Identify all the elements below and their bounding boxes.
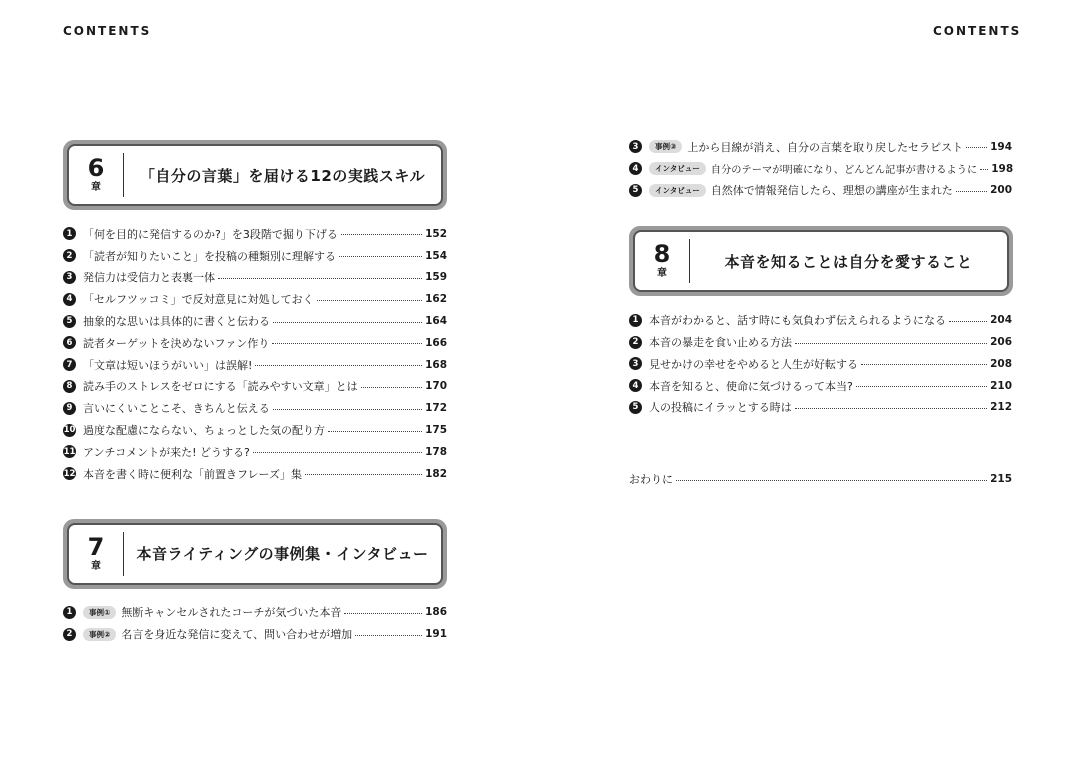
chapter-number: 7 xyxy=(87,532,105,561)
entry-number-badge: 1 xyxy=(629,314,642,327)
entry-tag: 事例③ xyxy=(649,140,682,153)
entry-tag: インタビュー xyxy=(649,184,706,197)
entry-number-badge: 12 xyxy=(63,468,76,479)
chapter-6-list xyxy=(63,223,447,485)
leader-dots xyxy=(949,321,987,322)
toc-entry-title: 「何を目的に発信するのか?」を3段階で掘り下げる xyxy=(83,227,338,241)
entry-number-badge: 2 xyxy=(63,628,76,641)
toc-entry[interactable] xyxy=(63,623,447,645)
leader-dots xyxy=(676,480,987,481)
toc-entry[interactable] xyxy=(629,331,1012,353)
leader-dots xyxy=(966,147,987,148)
chapter-7-list-left xyxy=(63,602,447,646)
toc-entry-title: 本音を書く時に便利な「前置きフレーズ」集 xyxy=(83,467,303,481)
toc-entry[interactable] xyxy=(629,158,1012,180)
entry-number-badge: 9 xyxy=(63,402,76,415)
entry-number-badge: 7 xyxy=(63,358,76,371)
toc-entry-title: 抽象的な思いは具体的に書くと伝わる xyxy=(83,315,270,329)
toc-entry-page: 152 xyxy=(425,227,447,240)
entry-number-badge: 5 xyxy=(629,184,642,197)
toc-entry-page: 186 xyxy=(425,606,447,619)
toc-entry-page: 200 xyxy=(990,184,1012,197)
toc-entry-title: 名言を身近な発信に変えて、問い合わせが増加 xyxy=(121,628,353,642)
entry-tag: 事例① xyxy=(83,606,116,619)
chapter-7-header xyxy=(63,519,447,589)
toc-entry-page: 198 xyxy=(991,162,1014,175)
leader-dots xyxy=(355,635,422,636)
entry-tag: インタビュー xyxy=(649,162,706,175)
chapter-title: 本音を知ることは自分を愛すること xyxy=(724,252,973,271)
toc-entry[interactable] xyxy=(629,136,1012,158)
running-head-right: CONTENTS xyxy=(933,24,1022,38)
toc-entry-ending[interactable] xyxy=(629,468,1012,490)
toc-entry-title: 「セルフツッコミ」で反対意見に対処しておく xyxy=(83,293,314,307)
toc-entry-page: 162 xyxy=(425,293,447,306)
entry-number-badge: 3 xyxy=(629,140,642,153)
toc-entry-page: 210 xyxy=(990,379,1012,392)
leader-dots xyxy=(856,386,987,387)
chapter-label: 章 xyxy=(91,560,101,572)
toc-entry[interactable] xyxy=(63,441,447,463)
leader-dots xyxy=(255,365,422,366)
toc-entry-page: 164 xyxy=(425,315,447,328)
leader-dots xyxy=(328,431,422,432)
toc-entry-page: 175 xyxy=(425,424,447,437)
toc-entry-title: 人の投稿にイラッとする時は xyxy=(649,401,792,415)
toc-entry-title: 発信力は受信力と表裏一体 xyxy=(83,271,215,285)
toc-entry-page: 178 xyxy=(425,445,447,458)
chapter-8-header xyxy=(629,226,1013,296)
chapter-7-list-right xyxy=(629,136,1012,201)
leader-dots xyxy=(341,234,422,235)
toc-entry-title: 無断キャンセルされたコーチが気づいた本音 xyxy=(121,606,342,620)
toc-entry[interactable] xyxy=(63,419,447,441)
toc-entry-title: 本音の暴走を食い止める方法 xyxy=(649,336,792,350)
toc-entry[interactable] xyxy=(629,180,1012,202)
chapter-number: 8 xyxy=(653,240,671,269)
chapter-label: 章 xyxy=(657,268,667,280)
leader-dots xyxy=(980,169,988,170)
leader-dots xyxy=(253,452,422,453)
toc-entry[interactable] xyxy=(629,353,1012,375)
toc-entry[interactable] xyxy=(63,245,447,267)
toc-entry[interactable] xyxy=(63,288,447,310)
running-head-left: CONTENTS xyxy=(63,24,152,38)
toc-entry-title: アンチコメントが来た! どうする? xyxy=(83,445,250,459)
leader-dots xyxy=(273,322,422,323)
toc-entry-page: 215 xyxy=(990,473,1012,486)
leader-dots xyxy=(956,191,987,192)
toc-entry-page: 154 xyxy=(425,249,447,262)
toc-entry[interactable] xyxy=(63,354,447,376)
toc-entry[interactable] xyxy=(63,267,447,289)
toc-entry[interactable] xyxy=(63,332,447,354)
entry-number-badge: 3 xyxy=(629,357,642,370)
toc-entry-page: 168 xyxy=(425,358,447,371)
entry-number-badge: 6 xyxy=(63,336,76,349)
toc-entry-title: 読者ターゲットを決めないファン作り xyxy=(83,336,270,350)
chapter-title: 「自分の言葉」を届ける12の実践スキル xyxy=(139,166,426,185)
entry-number-badge: 4 xyxy=(629,162,642,175)
entry-number-badge: 2 xyxy=(63,249,76,262)
toc-entry-page: 170 xyxy=(425,380,447,393)
toc-entry-title: おわりに xyxy=(629,473,673,487)
leader-dots xyxy=(305,474,422,475)
toc-entry-title: 上から目線が消え、自分の言葉を取り戻したセラピスト xyxy=(687,140,964,154)
ending-list xyxy=(629,468,1012,490)
toc-entry[interactable] xyxy=(63,310,447,332)
toc-entry-page: 182 xyxy=(425,467,447,480)
toc-entry-title: 「文章は短いほうがいい」は誤解! xyxy=(83,358,253,372)
entry-tag: 事例② xyxy=(83,628,116,641)
chapter-8-list xyxy=(629,309,1012,418)
toc-entry-title: 自分のテーマが明確になり、どんどん記事が書けるように xyxy=(710,164,978,177)
toc-entry-page: 206 xyxy=(990,336,1012,349)
toc-entry[interactable] xyxy=(629,397,1012,419)
leader-dots xyxy=(273,409,422,410)
toc-entry-page: 191 xyxy=(425,628,447,641)
chapter-number: 6 xyxy=(87,154,105,182)
leader-dots xyxy=(218,278,422,279)
toc-entry-page: 172 xyxy=(425,402,447,415)
toc-entry-title: 言いにくいことこそ、きちんと伝える xyxy=(83,402,270,416)
toc-entry[interactable] xyxy=(63,602,447,624)
leader-dots xyxy=(361,387,422,388)
leader-dots xyxy=(795,408,987,409)
leader-dots xyxy=(344,613,422,614)
entry-number-badge: 3 xyxy=(63,271,76,284)
toc-entry-page: 204 xyxy=(990,314,1012,327)
toc-entry[interactable] xyxy=(63,397,447,419)
toc-entry-page: 194 xyxy=(990,140,1012,153)
toc-entry-title: 自然体で情報発信したら、理想の講座が生まれた xyxy=(710,184,953,198)
toc-entry[interactable] xyxy=(63,463,447,485)
leader-dots xyxy=(317,300,422,301)
chapter-label: 章 xyxy=(91,182,101,193)
toc-entry-title: 見せかけの幸せをやめると人生が好転する xyxy=(649,357,858,371)
leader-dots xyxy=(339,256,422,257)
entry-number-badge: 11 xyxy=(63,446,76,457)
leader-dots xyxy=(272,343,422,344)
entry-number-badge: 5 xyxy=(629,401,642,414)
entry-number-badge: 4 xyxy=(63,293,76,306)
toc-entry[interactable] xyxy=(629,375,1012,397)
toc-entry-page: 212 xyxy=(990,401,1012,414)
left-page xyxy=(63,140,447,645)
toc-entry-page: 166 xyxy=(425,336,447,349)
entry-number-badge: 5 xyxy=(63,315,76,328)
entry-number-badge: 4 xyxy=(629,379,642,392)
entry-number-badge: 10 xyxy=(63,425,76,436)
entry-number-badge: 1 xyxy=(63,227,76,240)
toc-entry-page: 159 xyxy=(425,271,447,284)
toc-entry-title: 本音がわかると、話す時にも気負わず伝えられるようになる xyxy=(649,314,946,328)
toc-entry[interactable] xyxy=(629,309,1012,331)
toc-entry-title: 読み手のストレスをゼロにする「読みやすい文章」とは xyxy=(83,380,358,394)
leader-dots xyxy=(795,343,987,344)
leader-dots xyxy=(861,364,987,365)
toc-entry-title: 「読者が知りたいこと」を投稿の種類別に理解する xyxy=(83,249,336,263)
toc-entry-page: 208 xyxy=(990,357,1012,370)
entry-number-badge: 1 xyxy=(63,606,76,619)
entry-number-badge: 8 xyxy=(63,380,76,393)
toc-entry-title: 過度な配慮にならない、ちょっとした気の配り方 xyxy=(83,424,325,438)
chapter-6-header xyxy=(63,140,447,210)
toc-entry-title: 本音を知ると、使命に気づけるって本当? xyxy=(649,379,853,393)
right-page xyxy=(629,136,1012,490)
entry-number-badge: 2 xyxy=(629,336,642,349)
toc-entry[interactable] xyxy=(63,376,447,398)
toc-entry[interactable] xyxy=(63,223,447,245)
chapter-title: 本音ライティングの事例集・インタビュー xyxy=(136,545,429,564)
